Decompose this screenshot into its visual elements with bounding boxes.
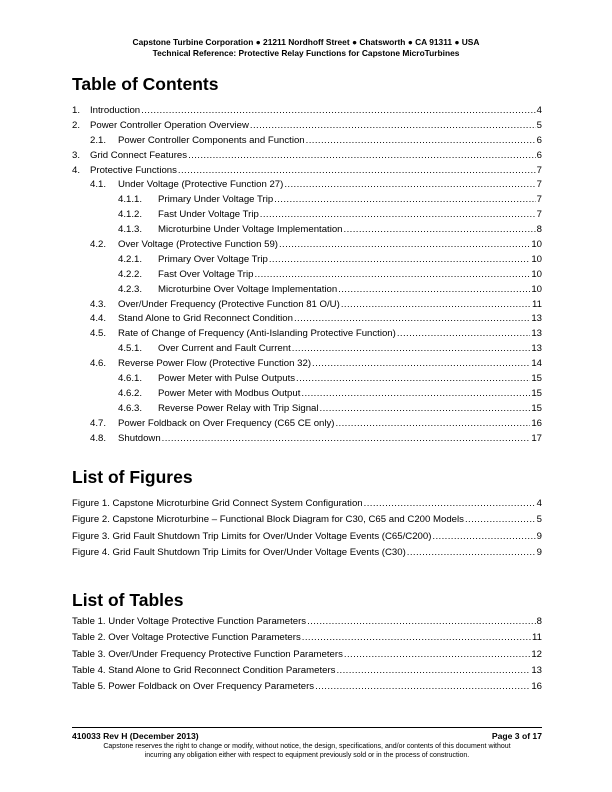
entry-number: 4.5. bbox=[90, 328, 107, 340]
entry-page-number: 13 bbox=[531, 343, 542, 355]
dot-leader bbox=[397, 327, 530, 342]
footer-divider bbox=[72, 727, 542, 728]
toc-entry[interactable] bbox=[72, 432, 542, 447]
toc-entry[interactable] bbox=[72, 208, 542, 223]
entry-page-number: 15 bbox=[531, 373, 542, 385]
dot-leader bbox=[312, 357, 530, 372]
dot-leader bbox=[292, 342, 531, 357]
entry-number: 4. bbox=[72, 164, 81, 176]
toc-entry[interactable] bbox=[72, 134, 542, 149]
dot-leader bbox=[302, 630, 531, 646]
toc-entry[interactable] bbox=[72, 104, 542, 119]
dot-leader bbox=[162, 432, 531, 447]
table-entry[interactable] bbox=[72, 614, 542, 630]
entry-page-number: 7 bbox=[536, 164, 542, 176]
toc-heading: Table of Contents bbox=[72, 74, 219, 94]
entry-title: Figure 3. Grid Fault Shutdown Trip Limits for Over/Under Voltage Events (C65/C200) bbox=[72, 530, 432, 542]
dot-leader bbox=[307, 614, 536, 630]
toc-entry[interactable] bbox=[72, 253, 542, 268]
dot-leader bbox=[141, 104, 536, 119]
figure-entry[interactable] bbox=[72, 512, 542, 528]
entry-page-number: 6 bbox=[536, 134, 542, 146]
toc-entry[interactable] bbox=[72, 283, 542, 298]
entry-number: 4.6.1. bbox=[118, 373, 143, 385]
entry-title: Table 3. Over/Under Frequency Protective Function Parameters bbox=[72, 648, 343, 660]
entry-number: 4.1.2. bbox=[118, 209, 143, 221]
table-entry[interactable] bbox=[72, 630, 542, 646]
entry-number: 4.6.2. bbox=[118, 387, 143, 399]
dot-leader bbox=[465, 512, 536, 528]
entry-title: Over/Under Frequency (Protective Function 81 O/U) bbox=[118, 298, 340, 310]
tables-heading: List of Tables bbox=[72, 590, 184, 610]
entry-page-number: 10 bbox=[531, 253, 542, 265]
entry-title: Microturbine Under Voltage Implementation bbox=[158, 224, 343, 236]
entry-page-number: 10 bbox=[531, 283, 542, 295]
figures-list bbox=[72, 496, 542, 561]
disclaimer-line: Capstone reserves the right to change or modify, without notice, the design, specifications, and/or contents of this document without bbox=[103, 743, 511, 750]
toc-entry[interactable] bbox=[72, 149, 542, 164]
entry-title: Figure 1. Capstone Microturbine Grid Connect System Configuration bbox=[72, 498, 363, 509]
toc-entry[interactable] bbox=[72, 342, 542, 357]
dot-leader bbox=[306, 134, 536, 149]
entry-number: 4.7. bbox=[90, 417, 107, 429]
toc-entry[interactable] bbox=[72, 357, 542, 372]
entry-title: Table 5. Power Foldback on Over Frequency Parameters bbox=[72, 681, 315, 693]
entry-page-number: 16 bbox=[531, 417, 542, 429]
figure-entry[interactable] bbox=[72, 529, 542, 545]
dot-leader bbox=[301, 387, 530, 402]
dot-leader bbox=[284, 178, 535, 193]
toc-entry[interactable] bbox=[72, 402, 542, 417]
entry-number: 1. bbox=[72, 105, 81, 116]
entry-title: Power Meter with Pulse Outputs bbox=[158, 373, 296, 385]
entry-title: Figure 2. Capstone Microturbine – Functional Block Diagram for C30, C65 and C200 Models bbox=[72, 514, 464, 526]
entry-page-number: 11 bbox=[532, 298, 542, 310]
entry-title: Table 2. Over Voltage Protective Function Parameters bbox=[72, 632, 301, 644]
entry-number: 4.2. bbox=[90, 239, 107, 251]
dot-leader bbox=[250, 119, 536, 134]
toc-entry[interactable] bbox=[72, 238, 542, 253]
entry-title: Table 1. Under Voltage Protective Function Parameters bbox=[72, 616, 307, 627]
toc-entry[interactable] bbox=[72, 312, 542, 327]
dot-leader bbox=[364, 496, 536, 512]
dot-leader bbox=[188, 149, 536, 164]
entry-page-number: 16 bbox=[531, 681, 542, 693]
dot-leader bbox=[315, 679, 530, 695]
dot-leader bbox=[294, 312, 530, 327]
entry-page-number: 4 bbox=[536, 105, 542, 116]
entry-title: Protective Functions bbox=[90, 164, 177, 176]
toc-entry[interactable] bbox=[72, 372, 542, 387]
footer-disclaimer bbox=[72, 742, 542, 760]
dot-leader bbox=[336, 663, 530, 679]
entry-title: Power Meter with Modbus Output bbox=[158, 387, 301, 399]
entry-number: 4.2.3. bbox=[118, 283, 143, 295]
entry-title: Microturbine Over Voltage Implementation bbox=[158, 283, 338, 295]
entry-title: Shutdown bbox=[118, 432, 161, 444]
entry-number: 4.1. bbox=[90, 179, 107, 191]
entry-number: 4.2.2. bbox=[118, 268, 143, 280]
toc-entry[interactable] bbox=[72, 193, 542, 208]
entry-page-number: 8 bbox=[536, 224, 542, 236]
figure-entry[interactable] bbox=[72, 496, 542, 512]
entry-title: Reverse Power Flow (Protective Function 32) bbox=[118, 358, 312, 370]
entry-page-number: 11 bbox=[532, 632, 542, 644]
entry-number: 3. bbox=[72, 149, 81, 161]
entry-number: 4.4. bbox=[90, 313, 107, 325]
figures-heading: List of Figures bbox=[72, 467, 193, 487]
entry-number: 4.5.1. bbox=[118, 343, 143, 355]
entry-title: Table 4. Stand Alone to Grid Reconnect Condition Parameters bbox=[72, 664, 336, 676]
entry-page-number: 10 bbox=[531, 268, 542, 280]
disclaimer-line: incurring any obligation either with respect to equipment previously sold or in the process of construction. bbox=[144, 752, 470, 759]
entry-number: 4.1.3. bbox=[118, 224, 143, 236]
entry-number: 4.1.1. bbox=[118, 194, 143, 206]
entry-page-number: 10 bbox=[531, 239, 542, 251]
entry-title: Primary Under Voltage Trip bbox=[158, 194, 274, 206]
entry-page-number: 7 bbox=[536, 179, 542, 191]
entry-page-number: 7 bbox=[536, 194, 542, 206]
dot-leader bbox=[341, 298, 531, 313]
entry-title: Grid Connect Features bbox=[90, 149, 188, 161]
header-document-line: Technical Reference: Protective Relay Functions for Capstone MicroTurbines bbox=[152, 48, 460, 58]
entry-page-number: 13 bbox=[531, 328, 542, 340]
entry-title: Over Current and Fault Current bbox=[158, 343, 291, 355]
entry-page-number: 5 bbox=[536, 514, 542, 526]
entry-title: Over Voltage (Protective Function 59) bbox=[118, 239, 278, 251]
dot-leader bbox=[279, 238, 530, 253]
entry-page-number: 9 bbox=[536, 530, 542, 542]
entry-page-number: 13 bbox=[531, 313, 542, 325]
entry-title: Fast Under Voltage Trip bbox=[158, 209, 259, 221]
page-header bbox=[0, 37, 612, 59]
entry-title: Fast Over Voltage Trip bbox=[158, 268, 254, 280]
entry-title: Power Foldback on Over Frequency (C65 CE only) bbox=[118, 417, 335, 429]
entry-title: Rate of Change of Frequency (Anti-Islanding Protective Function) bbox=[118, 328, 396, 340]
toc-list bbox=[72, 104, 542, 446]
entry-title: Stand Alone to Grid Reconnect Condition bbox=[118, 313, 293, 325]
dot-leader bbox=[335, 417, 530, 432]
footer-page-number: Page 3 of 17 bbox=[491, 731, 542, 741]
toc-entry[interactable] bbox=[72, 223, 542, 238]
entry-title: Power Controller Operation Overview bbox=[90, 119, 249, 131]
toc-entry[interactable] bbox=[72, 298, 542, 313]
entry-title: Reverse Power Relay with Trip Signal bbox=[158, 402, 319, 414]
entry-page-number: 7 bbox=[536, 209, 542, 221]
tables-list bbox=[72, 614, 542, 695]
entry-page-number: 8 bbox=[536, 616, 542, 627]
toc-entry[interactable] bbox=[72, 268, 542, 283]
entry-title: Introduction bbox=[90, 105, 141, 116]
header-company-line: Capstone Turbine Corporation ● 21211 Nordhoff Street ● Chatsworth ● CA 91311 ● USA bbox=[132, 37, 480, 47]
dot-leader bbox=[269, 253, 530, 268]
dot-leader bbox=[338, 283, 530, 298]
dot-leader bbox=[296, 372, 530, 387]
figure-entry[interactable] bbox=[72, 545, 542, 561]
toc-entry[interactable] bbox=[72, 178, 542, 193]
dot-leader bbox=[260, 208, 536, 223]
entry-page-number: 9 bbox=[536, 546, 542, 558]
table-entry[interactable] bbox=[72, 679, 542, 695]
toc-entry[interactable] bbox=[72, 387, 542, 402]
entry-number: 4.3. bbox=[90, 298, 107, 310]
dot-leader bbox=[254, 268, 530, 283]
toc-entry[interactable] bbox=[72, 164, 542, 179]
entry-page-number: 15 bbox=[531, 402, 542, 414]
entry-page-number: 12 bbox=[531, 648, 542, 660]
dot-leader bbox=[344, 223, 536, 238]
entry-page-number: 13 bbox=[531, 664, 542, 676]
entry-page-number: 5 bbox=[536, 119, 542, 131]
dot-leader bbox=[432, 529, 535, 545]
footer-document-id: 410033 Rev H (December 2013) bbox=[72, 731, 199, 741]
toc-entry[interactable] bbox=[72, 119, 542, 134]
entry-page-number: 14 bbox=[531, 358, 542, 370]
entry-number: 4.2.1. bbox=[118, 253, 143, 265]
entry-page-number: 15 bbox=[531, 387, 542, 399]
entry-number: 4.6. bbox=[90, 358, 107, 370]
entry-number: 4.8. bbox=[90, 432, 107, 444]
entry-page-number: 17 bbox=[531, 432, 542, 444]
toc-entry[interactable] bbox=[72, 417, 542, 432]
entry-number: 4.6.3. bbox=[118, 402, 143, 414]
entry-page-number: 4 bbox=[536, 498, 542, 509]
entry-title: Primary Over Voltage Trip bbox=[158, 253, 268, 265]
entry-number: 2.1. bbox=[90, 134, 107, 146]
toc-entry[interactable] bbox=[72, 327, 542, 342]
entry-title: Figure 4. Grid Fault Shutdown Trip Limits for Over/Under Voltage Events (C30) bbox=[72, 546, 406, 558]
entry-title: Under Voltage (Protective Function 27) bbox=[118, 179, 284, 191]
entry-title: Power Controller Components and Function bbox=[118, 134, 305, 146]
table-entry[interactable] bbox=[72, 647, 542, 663]
dot-leader bbox=[178, 164, 536, 179]
dot-leader bbox=[274, 193, 535, 208]
dot-leader bbox=[407, 545, 536, 561]
entry-number: 2. bbox=[72, 119, 81, 131]
table-entry[interactable] bbox=[72, 663, 542, 679]
dot-leader bbox=[344, 647, 530, 663]
entry-page-number: 6 bbox=[536, 149, 542, 161]
dot-leader bbox=[320, 402, 531, 417]
